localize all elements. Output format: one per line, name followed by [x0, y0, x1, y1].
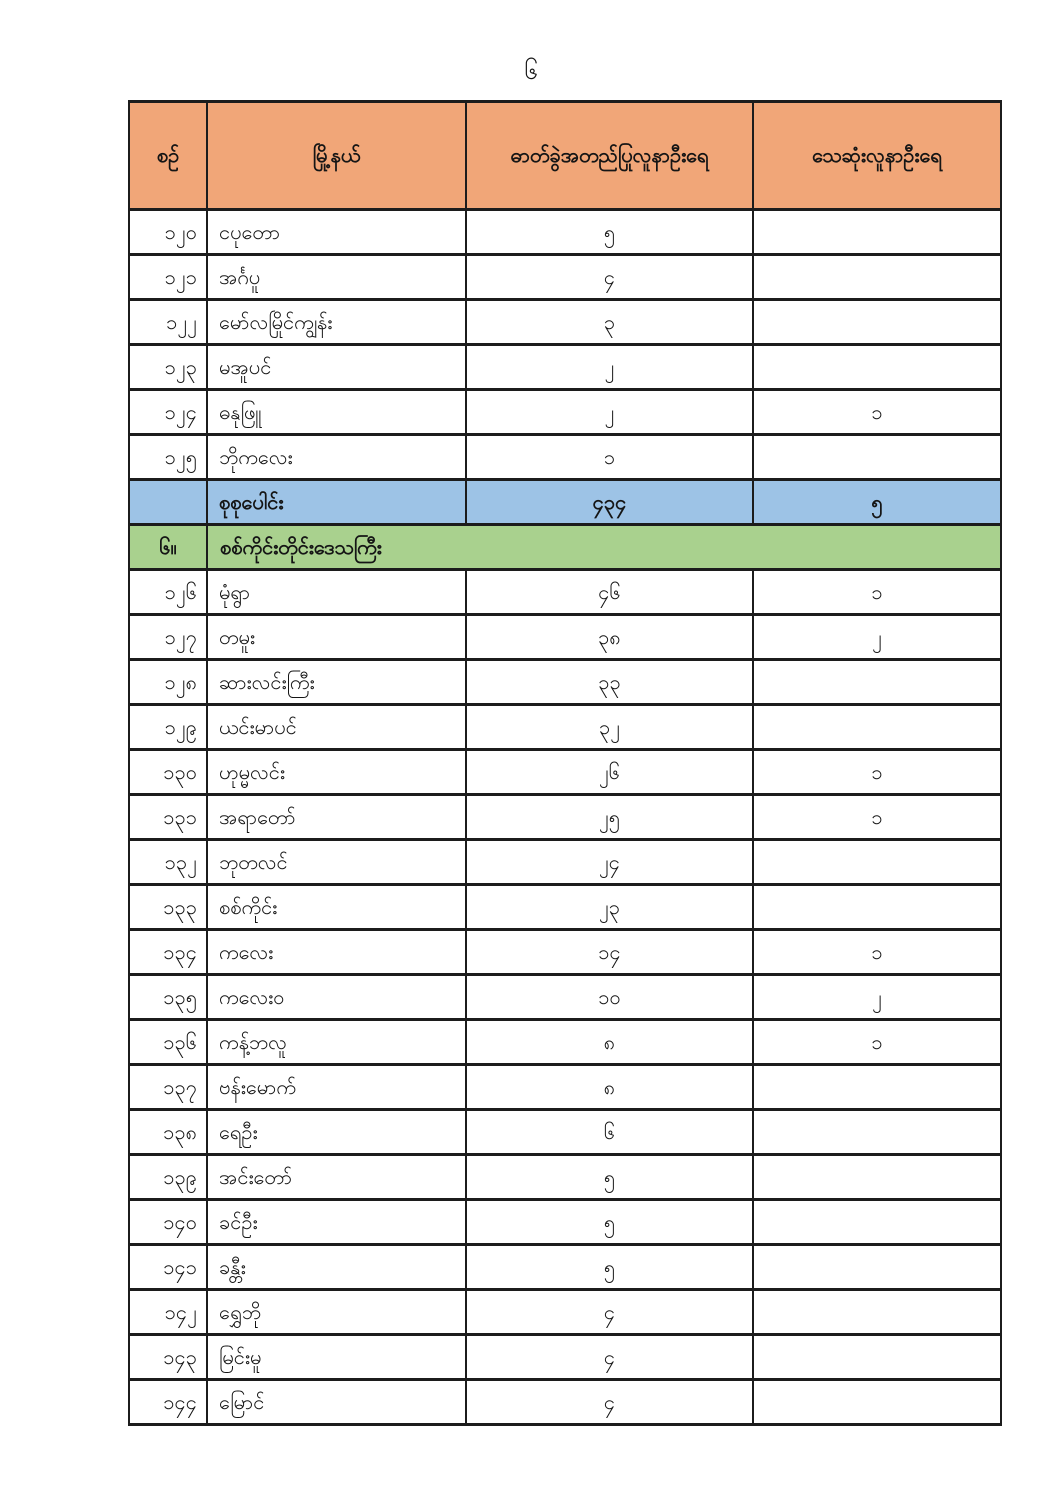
- table-row: [129, 1200, 1001, 1245]
- row-township: မြင်းမူ: [207, 1335, 466, 1380]
- row-death-count: [753, 255, 1001, 300]
- row-serial: ၁၂၁: [129, 255, 207, 300]
- row-death-count: [753, 300, 1001, 345]
- table-row: [129, 885, 1001, 930]
- row-death-count: ၁: [753, 390, 1001, 435]
- row-serial: ၁၂၄: [129, 390, 207, 435]
- row-township: ဘုတလင်: [207, 840, 466, 885]
- row-death-count: ၁: [753, 795, 1001, 840]
- table-row: [129, 435, 1001, 480]
- row-serial: ၁၄၀: [129, 1200, 207, 1245]
- row-confirmed-count: ၃: [466, 300, 753, 345]
- row-death-count: [753, 1335, 1001, 1380]
- row-confirmed-count: ၂၅: [466, 795, 753, 840]
- row-confirmed-count: ၁၀: [466, 975, 753, 1020]
- township-report-table: [128, 100, 1002, 1426]
- table-row: [129, 660, 1001, 705]
- row-township: ဘိုကလေး: [207, 435, 466, 480]
- header-serial: စဉ်: [129, 102, 207, 210]
- row-serial: ၁၃၄: [129, 930, 207, 975]
- table-row: [129, 840, 1001, 885]
- table-row: [129, 1110, 1001, 1155]
- row-confirmed-count: ၈: [466, 1065, 753, 1110]
- row-confirmed-count: ၂၄: [466, 840, 753, 885]
- row-township: အင်္ဂပူ: [207, 255, 466, 300]
- row-township: ရေဦး: [207, 1110, 466, 1155]
- row-serial: ၁၃၁: [129, 795, 207, 840]
- row-township: ဓနုဖြူ: [207, 390, 466, 435]
- row-confirmed-count: ၄: [466, 255, 753, 300]
- row-death-count: [753, 435, 1001, 480]
- table-row: [129, 1155, 1001, 1200]
- table-row: [129, 570, 1001, 615]
- row-serial: ၁၂၂: [129, 300, 207, 345]
- row-serial: ၁၄၄: [129, 1380, 207, 1425]
- row-serial: ၁၂၅: [129, 435, 207, 480]
- row-township: မော်လမြိုင်ကျွန်း: [207, 300, 466, 345]
- table-row: [129, 210, 1001, 255]
- row-serial: ၁၃၃: [129, 885, 207, 930]
- row-serial: ၁၄၃: [129, 1335, 207, 1380]
- row-township: မြောင်: [207, 1380, 466, 1425]
- table-row: [129, 1020, 1001, 1065]
- row-death-count: [753, 1245, 1001, 1290]
- row-serial: ၁၃၈: [129, 1110, 207, 1155]
- row-confirmed-count: ၁: [466, 435, 753, 480]
- total-row-label: စုစုပေါင်း: [207, 480, 466, 525]
- row-serial: ၁၃၂: [129, 840, 207, 885]
- row-death-count: [753, 885, 1001, 930]
- row-death-count: [753, 705, 1001, 750]
- table-body: [129, 210, 1001, 1425]
- row-serial: ၁၂၆: [129, 570, 207, 615]
- table-row: [129, 930, 1001, 975]
- header-death-count: သေဆုံးလူနာဦးရေ: [753, 102, 1001, 210]
- total-row-empty-cell: [129, 480, 207, 525]
- row-township: ကလေးဝ: [207, 975, 466, 1020]
- row-death-count: [753, 345, 1001, 390]
- row-serial: ၁၃၉: [129, 1155, 207, 1200]
- row-serial: ၁၂၃: [129, 345, 207, 390]
- row-death-count: ၁: [753, 1020, 1001, 1065]
- row-township: ကန့်ဘလူ: [207, 1020, 466, 1065]
- row-confirmed-count: ၂၆: [466, 750, 753, 795]
- row-death-count: ၂: [753, 615, 1001, 660]
- row-death-count: [753, 1200, 1001, 1245]
- row-death-count: [753, 1290, 1001, 1335]
- table-row: [129, 1065, 1001, 1110]
- row-confirmed-count: ၄: [466, 1380, 753, 1425]
- row-confirmed-count: ၈: [466, 1020, 753, 1065]
- row-confirmed-count: ၂၃: [466, 885, 753, 930]
- row-serial: ၁၃၅: [129, 975, 207, 1020]
- row-township: စစ်ကိုင်း: [207, 885, 466, 930]
- row-death-count: [753, 1065, 1001, 1110]
- table-row: [129, 705, 1001, 750]
- table-row: [129, 255, 1001, 300]
- row-serial: ၁၂၇: [129, 615, 207, 660]
- row-serial: ၁၂၈: [129, 660, 207, 705]
- row-death-count: [753, 840, 1001, 885]
- row-confirmed-count: ၆: [466, 1110, 753, 1155]
- row-serial: ၁၄၂: [129, 1290, 207, 1335]
- row-township: ရွှေဘို: [207, 1290, 466, 1335]
- row-serial: ၁၄၁: [129, 1245, 207, 1290]
- row-death-count: [753, 1380, 1001, 1425]
- table-row: [129, 345, 1001, 390]
- section-number: ၆။: [129, 525, 207, 570]
- row-township: ယင်းမာပင်: [207, 705, 466, 750]
- row-township: ဟုမ္မလင်း: [207, 750, 466, 795]
- table-row: [129, 975, 1001, 1020]
- row-serial: ၁၃၀: [129, 750, 207, 795]
- row-township: အင်းတော်: [207, 1155, 466, 1200]
- table-row: [129, 1245, 1001, 1290]
- row-confirmed-count: ၁၄: [466, 930, 753, 975]
- row-township: ငပုတော: [207, 210, 466, 255]
- total-row-death-count: ၅: [753, 480, 1001, 525]
- row-confirmed-count: ၂: [466, 390, 753, 435]
- row-serial: ၁၃၇: [129, 1065, 207, 1110]
- table-row: [129, 615, 1001, 660]
- table-row: [129, 795, 1001, 840]
- row-death-count: [753, 1155, 1001, 1200]
- header-confirmed-count: ဓာတ်ခွဲအတည်ပြုလူနာဦးရေ: [466, 102, 753, 210]
- row-death-count: ၁: [753, 570, 1001, 615]
- row-serial: ၁၂၀: [129, 210, 207, 255]
- row-death-count: [753, 210, 1001, 255]
- row-death-count: [753, 1110, 1001, 1155]
- table-row: [129, 390, 1001, 435]
- total-row: [129, 480, 1001, 525]
- table-row: [129, 300, 1001, 345]
- row-confirmed-count: ၅: [466, 1200, 753, 1245]
- row-confirmed-count: ၂: [466, 345, 753, 390]
- row-township: တမူး: [207, 615, 466, 660]
- row-confirmed-count: ၃၂: [466, 705, 753, 750]
- header-township: မြို့နယ်: [207, 102, 466, 210]
- row-township: ကလေး: [207, 930, 466, 975]
- row-township: ဆားလင်းကြီး: [207, 660, 466, 705]
- row-death-count: ၁: [753, 750, 1001, 795]
- table-row: [129, 1335, 1001, 1380]
- row-serial: ၁၃၆: [129, 1020, 207, 1065]
- row-death-count: [753, 660, 1001, 705]
- row-township: ဗန်းမောက်: [207, 1065, 466, 1110]
- table-row: [129, 1290, 1001, 1335]
- row-serial: ၁၂၉: [129, 705, 207, 750]
- section-title: စစ်ကိုင်းတိုင်းဒေသကြီး: [207, 525, 1001, 570]
- row-confirmed-count: ၃၃: [466, 660, 753, 705]
- row-confirmed-count: ၄: [466, 1290, 753, 1335]
- row-township: ခင်ဦး: [207, 1200, 466, 1245]
- row-confirmed-count: ၃၈: [466, 615, 753, 660]
- header-row: [129, 102, 1001, 210]
- row-confirmed-count: ၅: [466, 210, 753, 255]
- row-township: မအူပင်: [207, 345, 466, 390]
- row-death-count: ၂: [753, 975, 1001, 1020]
- row-township: မုံရွာ: [207, 570, 466, 615]
- total-row-confirmed-count: ၄၃၄: [466, 480, 753, 525]
- table-row: [129, 1380, 1001, 1425]
- row-confirmed-count: ၄၆: [466, 570, 753, 615]
- row-death-count: ၁: [753, 930, 1001, 975]
- table-row: [129, 750, 1001, 795]
- page-number: ၆: [524, 57, 538, 85]
- row-confirmed-count: ၅: [466, 1245, 753, 1290]
- row-township: ခန္တီး: [207, 1245, 466, 1290]
- row-confirmed-count: ၅: [466, 1155, 753, 1200]
- row-confirmed-count: ၄: [466, 1335, 753, 1380]
- row-township: အရာတော်: [207, 795, 466, 840]
- section-header-row: [129, 525, 1001, 570]
